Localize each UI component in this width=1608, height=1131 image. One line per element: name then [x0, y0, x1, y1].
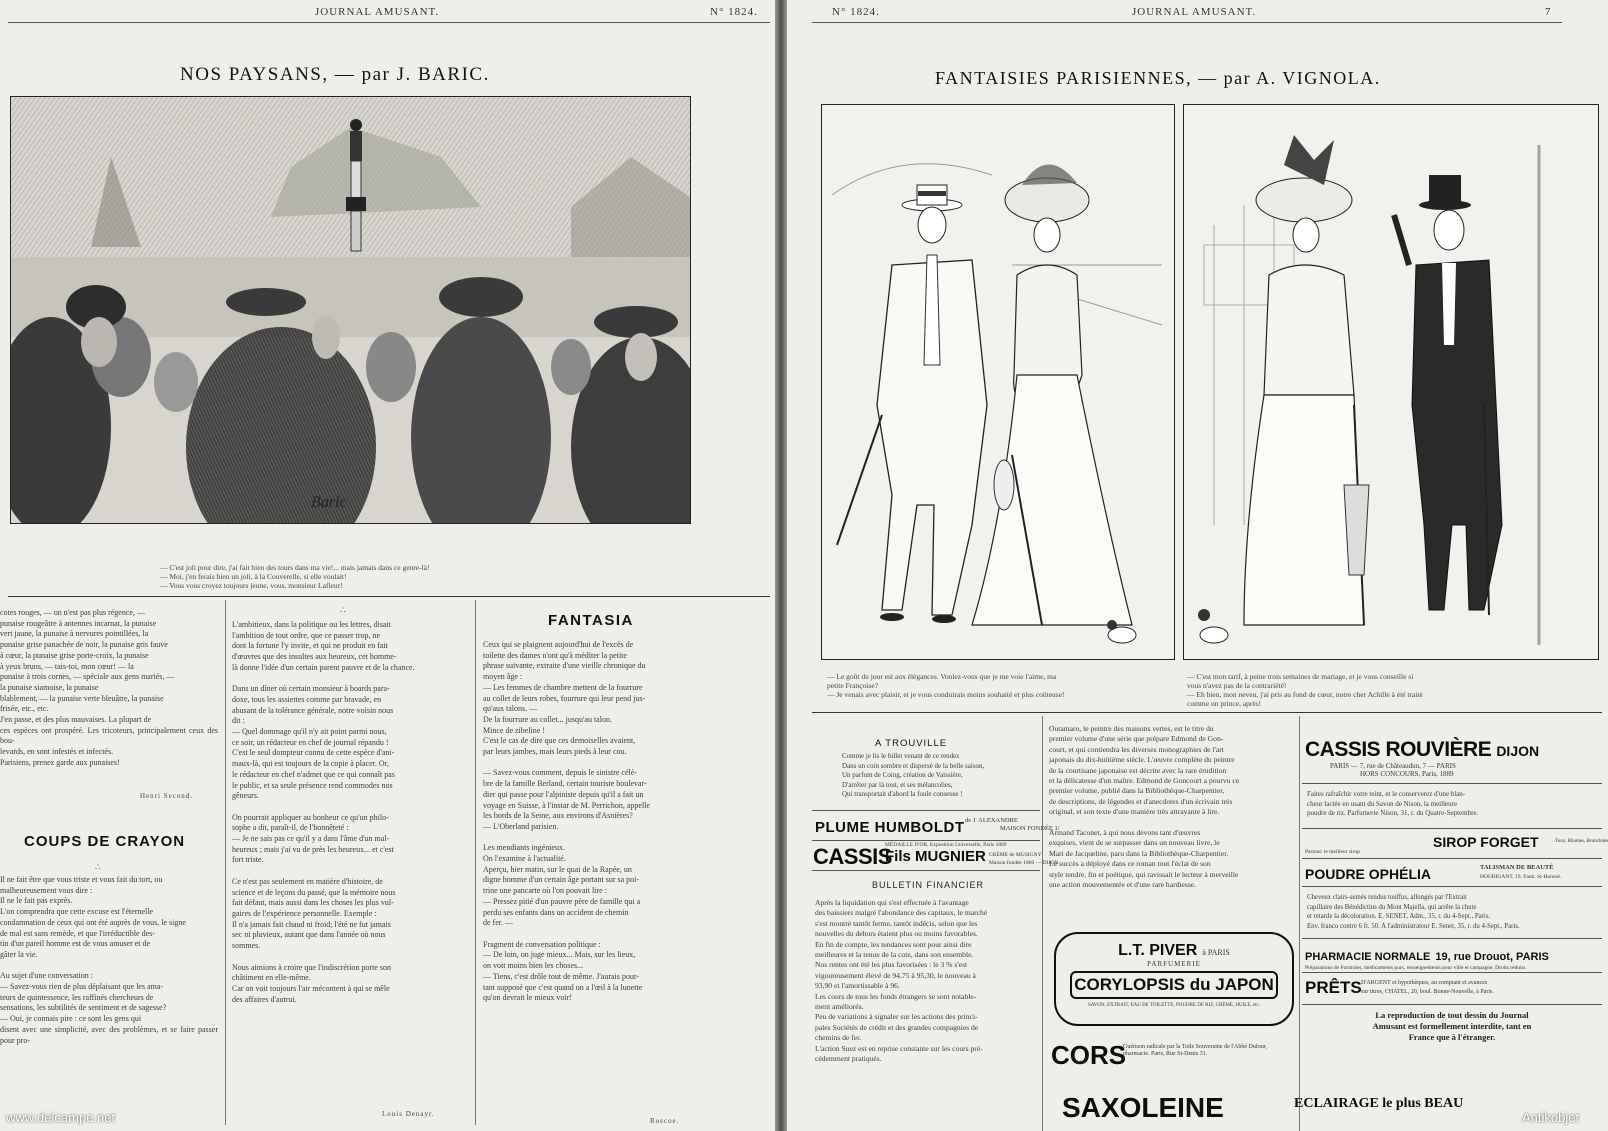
header-rule	[812, 22, 1562, 23]
section-rule	[8, 596, 770, 597]
ad-pharmacie-normale	[1305, 945, 1601, 972]
ad-cassis-mugnier	[813, 842, 1059, 870]
ad-poudre-tag1: TALISMAN DE BEAUTÉ	[1480, 864, 1554, 871]
vignola-panel-left	[821, 104, 1175, 660]
ad-rule	[1302, 938, 1602, 939]
left-header-journal: JOURNAL AMUSANT.	[315, 6, 440, 18]
column1-text-top: cotes rouges, — on n'est pas plus régence, — punaise rougeâtre à antennes incarnat, la punaise vert jaune, la punaise à nervures pointillées, la punaise grise panachée de noir, la punaise gris fauve à cœur, la punaise grise porte-croix, la punaise à yeux bruns, — tais-toi, mon cœur! — la punaise à trois cornes, — spéciale aux gens mariés, — la punaise siamoise, la punaise blablement, — la punaise verte bleuâtre, la punaise frisée, etc., etc. J'en passe, et des plus mauvaises. La plupart de ces espèces ont prospéré. Les tricoteurs, principalement ceux des bou- levards, en sont infestés et infectés. Parisiens, prenez garde aux punaises!	[0, 608, 218, 767]
ad-rule	[1302, 783, 1602, 784]
vignola-panel-right	[1183, 104, 1599, 660]
ad-rule	[1302, 886, 1602, 887]
caption-right-panel: — C'est mon tarif, à peine trois semaines de mariage, et je vous conseille si vous n'avez pas de la contrariété! — Eh bien, mon neveu, j'ai pris au fond de cœur, notre cher Achille à été traité comme un prince, après!	[1187, 672, 1423, 708]
ad-poudre-tag2: HOUBIGANT, 19, Faub. St-Honoré.	[1480, 874, 1562, 880]
ad-sirop-name: SIROP FORGET	[1433, 834, 1539, 850]
ad-prets	[1305, 978, 1601, 998]
ad-cassis-founded: Maison fondée 1860 — DIJON	[989, 860, 1059, 866]
ad-eclairage: ECLAIRAGE le plus BEAU	[1294, 1096, 1464, 1111]
ad-pharmacie-address: 19, rue Drouot, PARIS	[1435, 951, 1549, 963]
ad-prets-line1: D'ARGENT et hypothèques, au comptant et avances	[1361, 980, 1488, 986]
ad-rouviere-name: CASSIS ROUVIÈRE	[1305, 738, 1492, 761]
ad-nison-text: Faites rafraîchir votre teint, et le conserverez d'une blan- cheur lactée en usant du Savon de Nison, la meilleure poudre de riz. Parfumerie Nison, 31, r. du Quatre-Septembre.	[1307, 790, 1479, 817]
gentleman-figure	[837, 185, 987, 623]
page-title-nos-paysans: NOS PAYSANS, — par J. BARIC.	[180, 64, 490, 85]
ad-cheveux-text: Cheveux clairs-semés rendus touffus, allongés par l'Extrait capillaire des Bénédictins du Mont Majella, qui arrête la chute et retarde la décoloration. E. SENET, Adm., 35, r. du 4-Sept., Paris. Env. franco contre 6 fr. 50. A l'administrateur E. Senet, 35, r. du 4-Sept., Paris.	[1307, 894, 1520, 930]
gentleman-figure-right	[1394, 175, 1502, 615]
column1-text-bottom: Il ne fait être que vous triste et vous fait du tort, ou malheureusement vous dire : Il ne le fait pas exprès. L'on comprendra que cette excuse est l'éternelle condamnation de ceux qui ont été auprès de vous, le signe de mal est sans remède, et que l'irréductible des- tin d'un pareil homme est de vous amuser et de gâter la vie. Au sujet d'une conversation : — Savez-vous rien de plus déplaisant que les ama- teurs de quintessence, les raffinés chercheurs de sensations, les subtilités de sentiment et de sagesse? — Oui, je connais pire : ce sont les gens qui disent avec une simplicité, avec des problèmes, et se faire passer pour pro-	[0, 875, 218, 1045]
ad-piver-city: à PARIS	[1202, 948, 1230, 957]
right-header-journal: JOURNAL AMUSANT.	[1132, 6, 1257, 18]
watermark-right: Antikobjet	[1522, 1110, 1580, 1125]
binding-gutter	[775, 0, 787, 1131]
ad-prets-name: PRÊTS	[1305, 978, 1362, 997]
ad-cors-text: Guérison radicale par la Toile Souveraine de l'Abbé Dufour, pharmacie. Paris, Rue St-Denis 31.	[1123, 1044, 1268, 1057]
ad-poudre-name: POUDRE OPHÉLIA	[1305, 866, 1432, 882]
ad-cassis-creme: CRÈME de MUSIGNY	[989, 852, 1042, 858]
ad-sirop-left: Partout: le meilleur sirop	[1305, 849, 1360, 855]
ad-piver-name: L.T. PIVER	[1118, 942, 1198, 959]
small-dog-right	[1198, 609, 1228, 643]
ad-rouviere-address: PARIS — 7, rue de Châteaudun, 7 — PARIS	[1330, 762, 1456, 770]
ad-rule	[812, 870, 1040, 871]
ad-prets-line2: sur titres, CHATEL, 20, boul. Bonne-Nouvelle, à Paris.	[1361, 989, 1494, 995]
ad-cassis-maker: Fils MUGNIER	[885, 848, 986, 865]
ad-cassis-medal: MÉDAILLE D'OR, Exposition Universelle, Paris 1889	[885, 842, 1007, 848]
ad-pharmacie-text: Préparations de Formules, médicaments purs, renseignements pour ville et campagne, Droits réduits.	[1305, 965, 1527, 971]
ad-piver-products: SAVON, EXTRAIT, EAU DE TOILETTE, POUDRE DE RIZ, CRÈME, HUILE, etc.	[1088, 1003, 1260, 1008]
ad-sirop-right: Toux, Rhumes, Bronchites	[1555, 839, 1608, 844]
stars-divider: ∴	[95, 862, 101, 872]
heading-coups-de-crayon: COUPS DE CRAYON	[24, 833, 186, 850]
ad-rule	[812, 810, 1040, 811]
heading-bulletin-financier: BULLETIN FINANCIER	[872, 880, 985, 890]
heading-a-trouville: A TROUVILLE	[875, 738, 948, 749]
page-title-fantaisies-parisiennes: FANTAISIES PARISIENNES, — par A. VIGNOLA.	[935, 68, 1381, 88]
left-header-issue: N° 1824.	[710, 6, 758, 18]
illustration-signature: Baric	[311, 494, 347, 511]
ad-rouviere-award: HORS CONCOURS, Paris, 1889	[1360, 770, 1454, 778]
column1-signature: Henri Second.	[140, 792, 194, 800]
column-divider-1	[225, 600, 226, 1125]
illustration-caption: — C'est joli pour dire, j'ai fait bien des tours dans ma vie!... mais jamais dans ce genre-là! — Moi, j'en ferais bien un joli, à la Couverelle, si elle voulait! — Vous vous croyez toujours jeune, vous, monsieur Lafleur!	[160, 563, 430, 590]
ad-rule	[1302, 972, 1602, 973]
column2-text: L'ambitieux, dans la politique ou les lettres, disait l'ambition de tout ordre, que ce passer trop, ne dont la fortune l'y invite, et qui ne produit en fait d'œuvres que des insultes aux heureux, cet homme- là donne l'idée d'un certain parent pauvre et de la chance. Dans un dîner où certain monsieur à boards para- doxe, tous les assiettes comme par bravade, en abusant de la tolérance générale, notre voisin nous dit : — Quel dommage qu'il n'y ait point parmi nous, ce soir, un rédacteur en chef de journal répandu ! C'est le seul dompteur connu de cette espèce d'ani- maux-là, qui est toujours de la copie à placer. Or, le rédacteur en chef n'admet que ce qui connaît pas le public, et sa seule présence rend commodes nos gêneurs. On pourrait appliquer au bonheur ce qu'un philo- sophe a dit, paraît-il, de l'honnêteté : — Je ne sais pas ce qu'il y a dans l'âme d'un mal- heureux ; mais j'ai vu de près les heureux... et c'est fort triste. Ce n'est pas seulement en matière d'histoire, de science et de leçons du passé, que la mémoire nous fait défaut, mais aussi dans les choses les plus vul- gaires de l'expérience personnelle. Exemple : Il n'a jamais fait chaud ni froid; l'été ne fut jamais sec ni pluvieux, autant que dans l'année où nous sommes. Nous aimions à croire que l'indiscrétion porte son châtiment en elle-même. Car on voit toujours l'air mécontent à qui se mêle des affaires d'autrui.	[232, 620, 415, 1004]
column2-literary-text: Outamaro, le peintre des maisons vertes, est le titre du premier volume d'une série que prépare Edmond de Gon- court, et qui contiendra les diverses monographies de l'art japonais du dix-huitième siècle. L'œuvre complète du peintre de la courtisane japonaise est décrite avec la rare érudition et la délicatesse d'un maître. Edmond de Goncourt a pourvu ce premier volume, publié dans la Bibliothèque-Charpentier, de descriptions, de légendes et d'anecdotes d'un écrivain très original, et son texte d'une manière très attrayante à lire. Armand Taconet, à qui nous devons tant d'œuvres exquises, vient de se surpasser dans un nouveau livre, le Mari de Jacqueline, paru dans la Bibliothèque-Charpentier. Le succès a déployé dans ce roman tout l'éclat de son style tendre, fin et poétique, qui ravissait le lecteur à merveille une action mouvementée et d'une rare hardiesse.	[1049, 724, 1240, 890]
trouville-poem: Comme je lis le billet venant de ce rendez Dans un coin sombre et dispersé de la belle saison, Un parfum de Coing, création de Vaissière, D'arrêter par là tout, et ses mélancolies, Qui transportait d'abord la foule conseuse !	[842, 752, 985, 798]
caption-left-panel: — Le goût du jour est aux élégances. Voulez-vous que je me voie l'aime, ma petite Françoise? — Je venais avec plaisir, et je vous conduirais moins souhaité et plus coûteuse!	[827, 672, 1065, 699]
ad-sirop-forget	[1305, 834, 1608, 857]
column3-signature: Roscoe.	[650, 1117, 680, 1125]
ad-rule	[1302, 858, 1602, 859]
ad-poudre-ophelia	[1305, 864, 1601, 883]
right-page	[787, 0, 1608, 1131]
ad-rule	[1302, 828, 1602, 829]
reproduction-notice: La reproduction de tout dessin du Journal Amusant est formellement interdite, tant en France que à l'étranger.	[1372, 1010, 1532, 1042]
ad-cassis-word: CASSIS	[813, 844, 892, 869]
column-divider-2	[475, 600, 476, 1125]
section-rule	[812, 712, 1602, 713]
lady-figure-right	[1244, 135, 1369, 625]
heading-fantasia: FANTASIA	[548, 612, 634, 629]
header-rule	[8, 22, 770, 23]
ad-humboldt-name: PLUME HUMBOLDT	[815, 819, 965, 836]
right-header-issue: N° 1824.	[832, 6, 880, 18]
couple-drawing-right	[1184, 105, 1598, 659]
ad-humboldt-maker: de J. ALEXANDRE	[965, 817, 1018, 824]
couple-drawing-left	[822, 105, 1174, 659]
nos-paysans-illustration	[10, 96, 691, 524]
ad-humboldt-address: MAISON FONDÉE 1/	[1000, 825, 1060, 832]
ad-saxoleine-name: SAXOLEINE	[1062, 1092, 1224, 1123]
ad-cassis-rouviere	[1305, 738, 1601, 778]
ad-rouviere-city: DIJON	[1496, 743, 1540, 759]
column-divider-2	[1299, 716, 1300, 1131]
column2-signature: Louis Denayr.	[382, 1110, 435, 1118]
ad-cors-name: CORS	[1051, 1040, 1127, 1070]
left-page	[0, 0, 775, 1131]
ad-cors	[1051, 1040, 1268, 1071]
ad-piver-corylopsis	[1054, 932, 1294, 1026]
page-number: 7	[1545, 6, 1552, 18]
watermark-left: www.delcampe.net	[6, 1110, 116, 1125]
lady-figure	[972, 164, 1132, 625]
column3-text: Ceux qui se plaignent aujourd'hui de l'excès de toilette des dames n'ont qu'à méditer la petite phrase suivante, extraite d'une vieille chronique du moyen âge : — Les femmes de chambre mettent de la fourrure au collet de leurs robes, fourrure qui leur pend jus- qu'aux talons. — De la fourrure au collet... jusqu'au talon. Mince de zibeline ! C'est le cas de dire que ces demoiselles avaient, par leurs jambes, mais leurs pieds à leur cou. — Savez-vous comment, depuis le sinistre célè- bre de la famille Berland, certain touriste boulevar- dier qui passe pour l'alpiniste depuis qu'il a fait un voyage en Suisse, à l'instar de M. Perrichon, appelle les bords de la Seine, aux environs d'Asnières? — L'Oberland parisien. Les mendiants ingénieux. On l'examine à l'actualité. Aperçu, hier matin, sur le quai de la Rapée, un digne homme d'un certain âge portant sur sa poi- trine une pancarte où l'on pouvait lire : — Pressez pitié d'un pauvre père de famille qui a perdu ses enfants dans un accident de chemin de fer. — Fragment de conversation politique : — De loin, on juge mieux... Mais, sur les lieux, on voit moins bien les choses... — Tiens, c'est drôle tout de même. J'aurais pour- tant supposé que c'est quand on a l'œil à la lunette qu'on devrait le mieux voir!	[483, 640, 650, 1003]
ad-rule	[1302, 1004, 1602, 1005]
ad-piver-parfumerie: PARFUMERIE	[1147, 960, 1201, 968]
ad-saxoleine	[1062, 1092, 1464, 1124]
crowd-drawing	[11, 97, 690, 523]
ad-piver-corylopsis: CORYLOPSIS du JAPON	[1074, 975, 1274, 994]
ad-plume-humboldt	[815, 817, 1060, 836]
ad-pharmacie-name: PHARMACIE NORMALE	[1305, 951, 1431, 963]
stars-divider: ∴	[340, 605, 346, 615]
bulletin-text: Après la liquidation qui s'est effectuée à l'avantage des baissiers malgré l'abondance des capitaux, le marché s'est montré tantôt ferme, tantôt indécis, selon que les nouvelles du dehors étaient plus ou moins favorables. En fin de compte, les tendances sont pour ainsi dire meilleures et la tenue de la cote, dans son ensemble. Nos rentes ont été les plus favorisées : le 3 % s'est vigoureusement élevé de 94,75 à 95,30, le nouveau à 93,90 et l'amortissable à 96. Les cours de tous les fonds étrangers se sont notable- ment améliorés. Peu de variations à signaler sur les actions des princi- pales Sociétés de crédit et des grandes compagnies de chemins de fer. L'action Suez est en reprise constante sur les cours pré- cédemment pratiqués.	[815, 898, 988, 1064]
column-divider-1	[1042, 716, 1043, 1131]
